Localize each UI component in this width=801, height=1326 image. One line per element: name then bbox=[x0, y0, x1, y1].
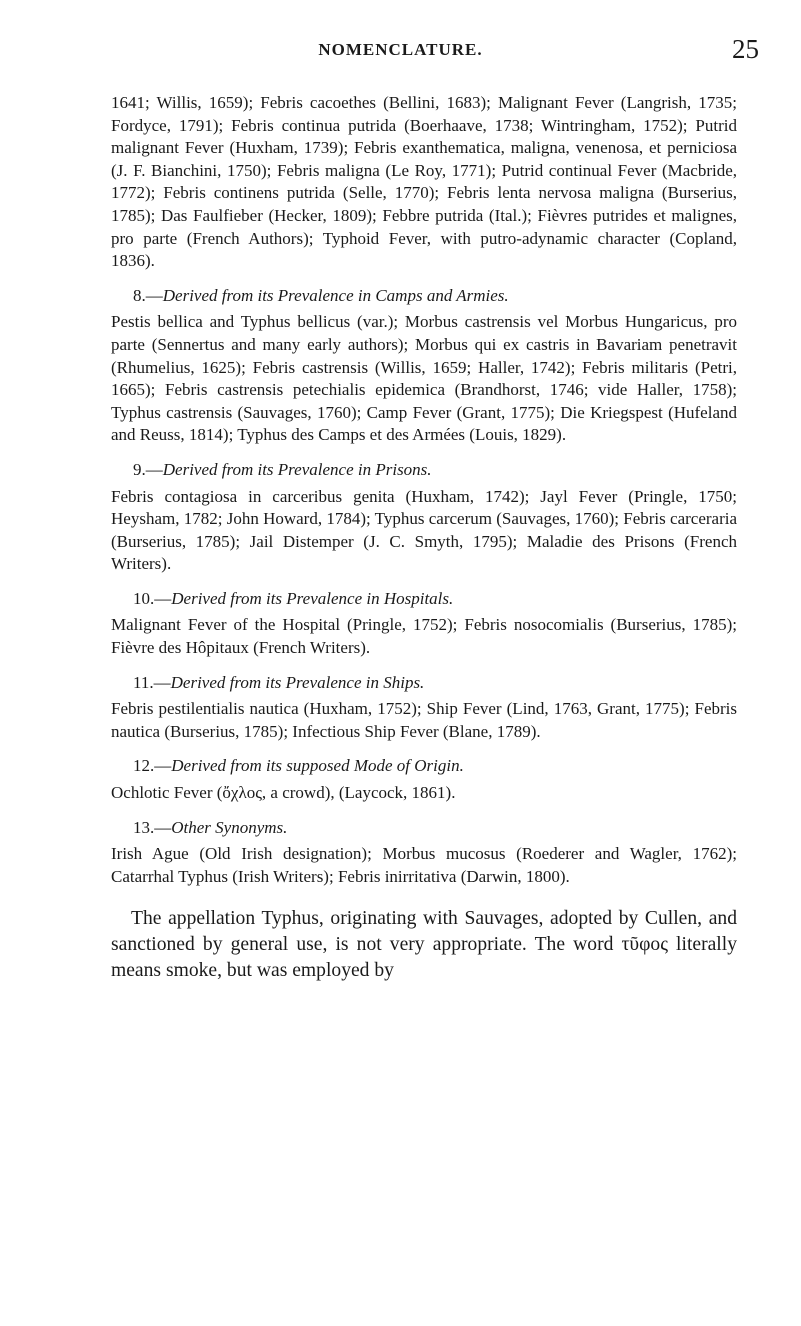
section-number: 9.— bbox=[133, 459, 163, 479]
running-head bbox=[0, 34, 801, 64]
section-continuation-text: 1641; Willis, 1659); Febris cacoethes (Bellini, 1683); Malignant Fever (Langrish, 1735; Fordyce, 1791); Febris continua putrida (Boerhaave, 1738; Wintringham, 1752); Putrid malignant Fever (Huxham, 1739); Febris exanthematica, maligna, venenosa, et perniciosa (J. F. Bianchini, 1750); Febris maligna (Le Roy, 1771); Putrid continual Fever (Macbride, 1772); Febris continens putrida (Selle, 1770); Febris lenta nervosa maligna (Burserius, 1785); Das Faulfieber (Hecker, 1809); Febbre putrida (Ital.); Fièvres putrides et malignes, pro parte (French Authors); Typhoid Fever, with putro-adynamic character (Copland, 1836). bbox=[111, 93, 737, 271]
running-title: NOMENCLATURE. bbox=[318, 40, 483, 59]
closing-paragraph: The appellation Typhus, originating with Sauvages, adopted by Cullen, and sanctioned by general use, is not very appropriate. The word τῦφος literally means smoke, but was employed by bbox=[111, 908, 737, 981]
section-text-10: Malignant Fever of the Hospital (Pringle, 1752); Febris nosocomialis (Burserius, 1785); Fièvre des Hôpitaux (French Writers). bbox=[111, 615, 737, 658]
section-number: 11.— bbox=[133, 672, 171, 692]
section-title: Derived from its Prevalence in Camps and Armies. bbox=[162, 285, 509, 305]
section-heading-12 bbox=[111, 755, 737, 778]
page-number: 25 bbox=[732, 34, 759, 64]
section-text-12: Ochlotic Fever (ὄχλος, a crowd), (Laycock, 1861). bbox=[111, 783, 456, 803]
section-number: 10.— bbox=[133, 588, 172, 608]
section-heading-9 bbox=[111, 459, 737, 482]
section-text-13: Irish Ague (Old Irish designation); Morbus mucosus (Roederer and Wagler, 1762); Catarrhal Typhus (Irish Writers); Febris inirritativa (Darwin, 1800). bbox=[111, 844, 737, 886]
section-heading-11 bbox=[111, 672, 737, 695]
body-text bbox=[111, 92, 737, 984]
section-title: Other Synonyms. bbox=[171, 817, 288, 837]
section-number: 8.— bbox=[133, 285, 163, 305]
section-text-8: Pestis bellica and Typhus bellicus (var.); Morbus castrensis vel Morbus Hungaricus, pro parte (Sennertus and many early authors); Morbus qui ex castris in Bavariam penetravit (Rhumelius, 1625); Febris castrensis (Willis, 1659; Haller, 1742); Febris militaris (Petri, 1665); Febris castrensis petechialis epidemica (Brandhorst, 1746; vide Haller, 1758); Typhus castrensis (Sauvages, 1760); Camp Fever (Grant, 1775); Die Kriegspest (Hufeland and Reuss, 1814); Typhus des Camps et des Armées (Louis, 1829). bbox=[111, 312, 737, 445]
section-title: Derived from its Prevalence in Hospitals. bbox=[171, 588, 454, 608]
section-number: 12.— bbox=[133, 756, 172, 776]
section-heading-13 bbox=[111, 817, 737, 840]
section-text-9: Febris contagiosa in carceribus genita (Huxham, 1742); Jayl Fever (Pringle, 1750; Heysham, 1782; John Howard, 1784); Typhus carcerum (Sauvages, 1760); Febris carceraria (Burserius, 1785); Jail Distemper (J. C. Smyth, 1795); Maladie des Prisons (French Writers). bbox=[111, 486, 737, 574]
section-title: Derived from its supposed Mode of Origin. bbox=[171, 756, 464, 776]
section-title: Derived from its Prevalence in Prisons. bbox=[162, 459, 432, 479]
section-heading-8 bbox=[111, 285, 737, 308]
section-heading-10 bbox=[111, 588, 737, 611]
section-text-11: Febris pestilentialis nautica (Huxham, 1752); Ship Fever (Lind, 1763, Grant, 1775); Febris nautica (Burserius, 1785); Infectious Ship Fever (Blane, 1789). bbox=[111, 699, 737, 741]
section-number: 13.— bbox=[133, 817, 172, 837]
section-title: Derived from its Prevalence in Ships. bbox=[170, 672, 425, 692]
